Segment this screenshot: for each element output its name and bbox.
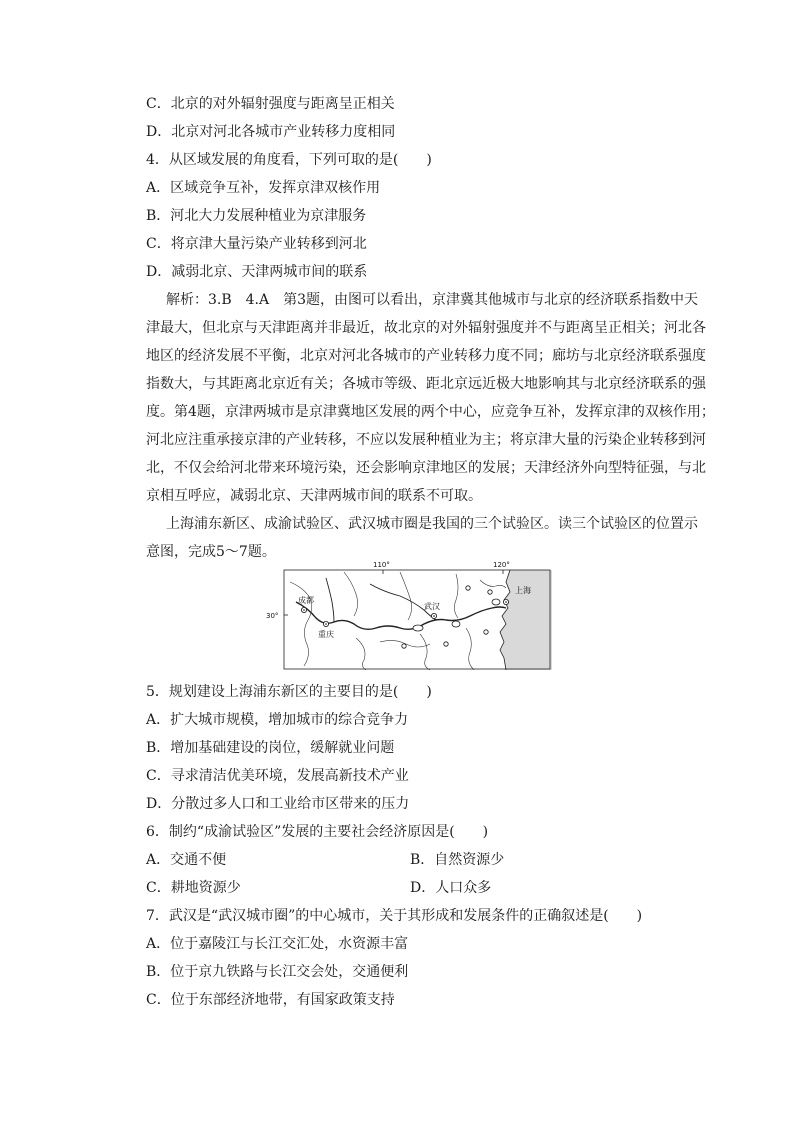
city-marker-dot xyxy=(303,609,305,611)
province-boundary xyxy=(290,582,312,666)
city-marker xyxy=(484,630,488,634)
q5-option-c: C．寻求清洁优美环境，发展高新技术产业 xyxy=(146,768,409,784)
city-marker xyxy=(466,586,470,590)
analysis-line: 北，不仅会给河北带来环境污染，还会影响京津地区的发展；天津经济外向型特征强，与北 xyxy=(146,460,706,476)
analysis-line: 解析：3.B 4.A 第3题，由图可以看出，京津冀其他城市与北京的经济联系指数中天 xyxy=(166,292,699,308)
sea-area xyxy=(500,570,552,670)
province-boundary xyxy=(400,572,412,620)
province-boundary xyxy=(356,638,366,670)
q6-stem: 6．制约“成渝试验区”发展的主要社会经济原因是( ) xyxy=(146,824,489,840)
q6-option-c: C．耕地资源少 xyxy=(146,880,241,896)
province-boundary xyxy=(420,634,430,670)
city-marker xyxy=(444,642,448,646)
analysis-line: 地区的经济发展不平衡，北京对河北各城市的产业转移力度不同；廊坊与北京经济联系强度 xyxy=(146,348,706,364)
q6-option-a: A．交通不便 xyxy=(146,852,227,868)
lon-label-120: 120° xyxy=(493,561,510,569)
city-marker-dot xyxy=(433,615,435,617)
q4-option-c: C．将京津大量污染产业转移到河北 xyxy=(146,236,367,252)
q5-option-a: A．扩大城市规模，增加城市的综合竞争力 xyxy=(146,712,409,728)
city-label-chongqing: 重庆 xyxy=(318,630,334,639)
lat-label-30: 30° xyxy=(266,612,279,620)
q4-option-a: A．区域竞争互补，发挥京津双核作用 xyxy=(146,180,381,196)
analysis-line: 京相互呼应，减弱北京、天津两城市间的联系不可取。 xyxy=(146,488,482,504)
city-marker-dot xyxy=(325,623,327,625)
city-marker-dot xyxy=(505,601,507,603)
city-label-shanghai: 上海 xyxy=(515,586,531,595)
q3-option-c: C．北京的对外辐射强度与距离呈正相关 xyxy=(146,96,395,112)
intro-line: 意图，完成5～7题。 xyxy=(146,544,276,560)
lake xyxy=(452,621,460,627)
lake xyxy=(492,599,500,605)
analysis-line: 河北应注重承接京津的产业转移，不应以发展种植业为主；将京津大量的污染企业转移到河 xyxy=(146,432,706,448)
analysis-line: 指数大，与其距离北京近有关；各城市等级、距北京远近极大地影响其与北京经济联系的强 xyxy=(146,376,706,392)
q4-option-d: D．减弱北京、天津两城市间的联系 xyxy=(146,264,368,280)
province-boundary xyxy=(466,628,474,670)
city-marker xyxy=(488,590,492,594)
q5-stem: 5．规划建设上海浦东新区的主要目的是( ) xyxy=(146,684,432,700)
lon-label-110: 110° xyxy=(373,561,390,569)
province-boundary xyxy=(344,572,358,616)
province-boundary xyxy=(480,580,506,588)
q7-stem: 7．武汉是“武汉城市圈”的中心城市，关于其形成和发展条件的正确叙述是( ) xyxy=(146,908,643,924)
q7-option-b: B．位于京九铁路与长江交会处，交通便利 xyxy=(146,964,409,980)
q6-option-b: B．自然资源少 xyxy=(410,852,505,868)
city-label-chengdu: 成都 xyxy=(298,596,314,605)
q7-option-a: A．位于嘉陵江与长江交汇处，水资源丰富 xyxy=(146,936,409,952)
lake xyxy=(413,625,423,631)
province-boundary xyxy=(454,574,458,618)
analysis-line: 津最大，但北京与天津距离并非最近，故北京的对外辐射强度并不与距离呈正相关；河北各 xyxy=(146,320,706,336)
q5-option-b: B．增加基础建设的岗位，缓解就业问题 xyxy=(146,740,395,756)
jialing-river xyxy=(326,578,334,622)
q6-option-d: D．人口众多 xyxy=(410,880,492,896)
q4-stem: 4．从区域发展的角度看，下列可取的是( ) xyxy=(146,152,432,168)
q3-option-d: D．北京对河北各城市产业转移力度相同 xyxy=(146,124,396,140)
q5-option-d: D．分散过多人口和工业给市区带来的压力 xyxy=(146,796,410,812)
location-map-svg xyxy=(260,558,552,670)
intro-line: 上海浦东新区、成渝试验区、武汉城市圈是我国的三个试验区。读三个试验区的位置示 xyxy=(166,516,698,532)
analysis-line: 度。第4题，京津两城市是京津冀地区发展的两个中心，应竞争互补，发挥京津的双核作用； xyxy=(146,404,715,420)
location-map xyxy=(260,558,552,670)
q7-option-c: C．位于东部经济地带，有国家政策支持 xyxy=(146,992,395,1008)
q4-option-b: B．河北大力发展种植业为京津服务 xyxy=(146,208,367,224)
city-label-wuhan: 武汉 xyxy=(424,602,440,611)
city-marker xyxy=(402,644,406,648)
